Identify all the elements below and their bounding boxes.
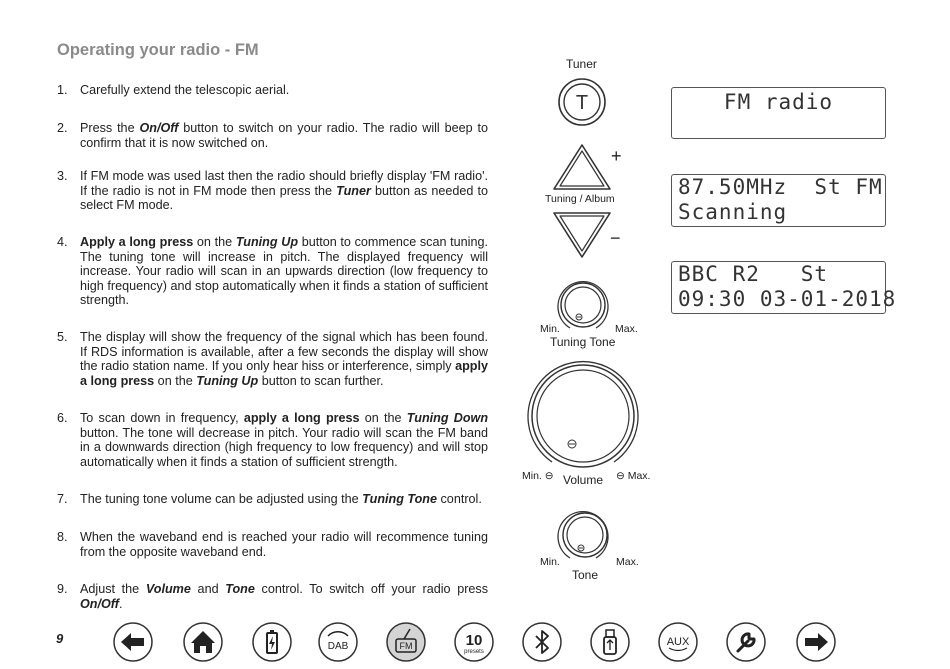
home-icon[interactable]	[183, 622, 223, 662]
aux-label: AUX	[666, 636, 690, 648]
tuning-up-plus: +	[611, 146, 622, 166]
tuning-down-minus: −	[610, 228, 621, 248]
tuner-label: Tuner	[566, 57, 597, 71]
tuning-tone-label: Tuning Tone	[550, 335, 616, 349]
presets-icon[interactable]	[454, 622, 494, 662]
dab-label: DAB	[327, 641, 349, 652]
battery-icon[interactable]	[252, 622, 292, 662]
presets-label: presets	[464, 649, 484, 655]
tuning-album-label: Tuning / Album	[545, 193, 615, 205]
volume-min: Min. ⊖	[522, 470, 554, 482]
dab-icon[interactable]	[318, 622, 358, 662]
tuning-tone-max: Max.	[615, 323, 638, 335]
lcd-display-station: BBC R2 St 09:30 03-01-2018	[671, 261, 886, 314]
lcd-display-scanning: 87.50MHz St FM Scanning	[671, 174, 886, 227]
volume-max: ⊖ Max.	[616, 470, 651, 482]
tone-knob[interactable]	[548, 503, 618, 563]
tone-max: Max.	[616, 556, 639, 568]
presets-number: 10	[465, 632, 483, 649]
fm-icon[interactable]	[386, 622, 426, 662]
back-arrow-icon[interactable]	[113, 622, 153, 662]
tuner-button[interactable]	[556, 76, 608, 128]
wrench-icon[interactable]	[726, 622, 766, 662]
page-title: Operating your radio - FM	[57, 41, 259, 59]
lcd-display-fm-radio: FM radio	[671, 87, 886, 139]
tuning-up-button[interactable]	[551, 142, 613, 192]
usb-icon[interactable]	[590, 622, 630, 662]
aux-icon[interactable]	[658, 622, 698, 662]
volume-knob[interactable]	[524, 360, 642, 472]
tuning-tone-min: Min.	[540, 323, 560, 335]
tuner-letter: T	[575, 92, 589, 114]
tone-min: Min.	[540, 556, 560, 568]
volume-label: Volume	[563, 473, 604, 487]
bluetooth-icon[interactable]	[522, 622, 562, 662]
fm-label: FM	[399, 641, 413, 651]
forward-arrow-icon[interactable]	[796, 622, 836, 662]
tuning-down-button[interactable]	[551, 210, 613, 260]
tone-label: Tone	[572, 568, 599, 582]
page-number: 9	[56, 631, 64, 646]
